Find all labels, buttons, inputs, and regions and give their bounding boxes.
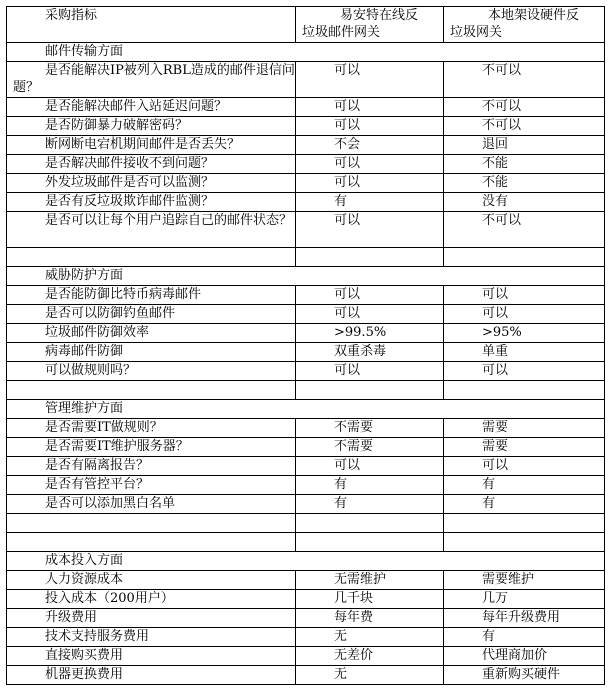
blank-cell [296,533,444,552]
row-online-gateway-value: 可以 [296,362,444,381]
blank-cell [7,381,296,400]
table-row [7,193,605,212]
row-indicator-label: 直接购买费用 [7,647,296,666]
row-online-gateway-value: 有 [296,476,444,495]
row-indicator-label: 人力资源成本 [7,571,296,590]
row-indicator-label: 断网断电宕机期间邮件是否丢失？ [7,136,296,155]
row-local-gateway-value: 不可以 [444,117,605,136]
section-title: 成本投入方面 [7,552,296,571]
section-title-empty-cell [296,43,605,62]
row-online-gateway-value: 可以 [296,457,444,476]
section-title-empty-cell [296,400,605,419]
blank-cell [296,514,444,533]
row-local-gateway-value: 不可以 [444,212,605,248]
section-title: 邮件传输方面 [7,43,296,62]
row-local-gateway-value: 可以 [444,305,605,324]
table-row [7,305,605,324]
row-local-gateway-value: 可以 [444,286,605,305]
row-online-gateway-value: 不需要 [296,419,444,438]
row-indicator-label: 技术支持服务费用 [7,628,296,647]
table-row [7,628,605,647]
table-row [7,212,605,248]
row-online-gateway-value: 可以 [296,155,444,174]
blank-row [7,533,605,552]
header-online-gateway-line2: 垃圾邮件网关 [302,25,381,40]
header-local-gateway-line2: 垃圾网关 [450,25,503,40]
blank-cell [444,514,605,533]
header-indicator: 采购指标 [7,7,296,43]
row-indicator-label: 病毒邮件防御 [7,343,296,362]
blank-row [7,248,605,267]
row-indicator-label: 是否能解决IP被列入RBL造成的邮件退信问题？ [7,62,296,98]
row-indicator-label: 升级费用 [7,609,296,628]
blank-cell [296,381,444,400]
blank-cell [444,248,605,267]
row-local-gateway-value: 需要 [444,419,605,438]
row-online-gateway-value: 可以 [296,62,444,98]
blank-cell [444,533,605,552]
row-local-gateway-value: 可以 [444,362,605,381]
row-online-gateway-value: 有 [296,495,444,514]
row-local-gateway-value: 没有 [444,193,605,212]
header-row [7,7,605,43]
row-online-gateway-value: 可以 [296,212,444,248]
row-indicator-label: 是否需要IT维护服务器？ [7,438,296,457]
section-title: 管理维护方面 [7,400,296,419]
section-title-empty-cell [296,267,605,286]
blank-cell [444,381,605,400]
row-indicator-label: 是否有反垃圾欺诈邮件监测？ [7,193,296,212]
row-online-gateway-value: 无需维护 [296,571,444,590]
row-online-gateway-value: 可以 [296,286,444,305]
row-local-gateway-value: 不能 [444,155,605,174]
row-indicator-label: 是否可以防御钓鱼邮件 [7,305,296,324]
table-row [7,343,605,362]
row-indicator-label: 垃圾邮件防御效率 [7,324,296,343]
table-row [7,438,605,457]
table-row [7,666,605,685]
row-indicator-label: 是否能解决邮件入站延迟问题？ [7,98,296,117]
row-online-gateway-value: 可以 [296,305,444,324]
row-online-gateway-value: 无 [296,666,444,685]
section-header-row [7,43,605,62]
row-local-gateway-value: 单重 [444,343,605,362]
row-online-gateway-value: 无 [296,628,444,647]
table-row [7,495,605,514]
row-online-gateway-value: 不会 [296,136,444,155]
row-online-gateway-value: >99.5% [296,324,444,343]
row-online-gateway-value: 无差价 [296,647,444,666]
row-online-gateway-value: 可以 [296,98,444,117]
row-online-gateway-value: 可以 [296,174,444,193]
row-indicator-label: 是否能防御比特币病毒邮件 [7,286,296,305]
blank-cell [7,248,296,267]
table-row [7,571,605,590]
table-row [7,98,605,117]
row-local-gateway-value: 需要维护 [444,571,605,590]
table-row [7,476,605,495]
row-online-gateway-value: 每年费 [296,609,444,628]
row-local-gateway-value: 不能 [444,174,605,193]
row-indicator-label: 机器更换费用 [7,666,296,685]
table-row [7,609,605,628]
table-row [7,324,605,343]
table-row [7,136,605,155]
row-local-gateway-value: 重新购买硬件 [444,666,605,685]
row-local-gateway-value: 几万 [444,590,605,609]
row-local-gateway-value: 有 [444,628,605,647]
section-header-row [7,267,605,286]
row-indicator-label: 外发垃圾邮件是否可以监测？ [7,174,296,193]
row-indicator-label: 是否有隔离报告？ [7,457,296,476]
header-online-gateway [296,7,444,43]
row-indicator-label: 是否解决邮件接收不到问题？ [7,155,296,174]
table-body [7,7,605,685]
section-title-empty-cell [296,552,605,571]
row-local-gateway-value: 代理商加价 [444,647,605,666]
blank-cell [7,514,296,533]
section-title: 威胁防护方面 [7,267,296,286]
row-indicator-label: 投入成本（200用户） [7,590,296,609]
row-indicator-label: 可以做规则吗？ [7,362,296,381]
row-local-gateway-value: 有 [444,476,605,495]
table-row [7,62,605,98]
row-local-gateway-value: 不可以 [444,62,605,98]
header-online-gateway-line1: 易安特在线反 [340,8,419,23]
blank-cell [296,248,444,267]
table-row [7,286,605,305]
row-indicator-label: 是否可以让每个用户追踪自己的邮件状态？ [7,212,296,248]
row-online-gateway-value: 可以 [296,117,444,136]
table-row [7,647,605,666]
section-header-row [7,400,605,419]
table-row [7,117,605,136]
header-local-gateway [444,7,605,43]
row-indicator-label: 是否防御暴力破解密码？ [7,117,296,136]
header-local-gateway-line1: 本地架设硬件反 [488,8,580,23]
row-local-gateway-value: 不可以 [444,98,605,117]
row-indicator-label: 是否有管控平台？ [7,476,296,495]
blank-row [7,381,605,400]
table-row [7,155,605,174]
table-row [7,174,605,193]
row-local-gateway-value: 退回 [444,136,605,155]
row-local-gateway-value: 每年升级费用 [444,609,605,628]
row-indicator-label: 是否需要IT做规则？ [7,419,296,438]
row-online-gateway-value: 几千块 [296,590,444,609]
procurement-comparison-table [6,6,605,685]
row-online-gateway-value: 有 [296,193,444,212]
table-row [7,457,605,476]
row-local-gateway-value: 需要 [444,438,605,457]
table-row [7,419,605,438]
row-indicator-label: 是否可以添加黑白名单 [7,495,296,514]
row-local-gateway-value: 有 [444,495,605,514]
row-local-gateway-value: 可以 [444,457,605,476]
blank-row [7,514,605,533]
row-online-gateway-value: 双重杀毒 [296,343,444,362]
section-header-row [7,552,605,571]
blank-cell [7,533,296,552]
table-row [7,590,605,609]
row-local-gateway-value: >95% [444,324,605,343]
table-row [7,362,605,381]
row-online-gateway-value: 不需要 [296,438,444,457]
